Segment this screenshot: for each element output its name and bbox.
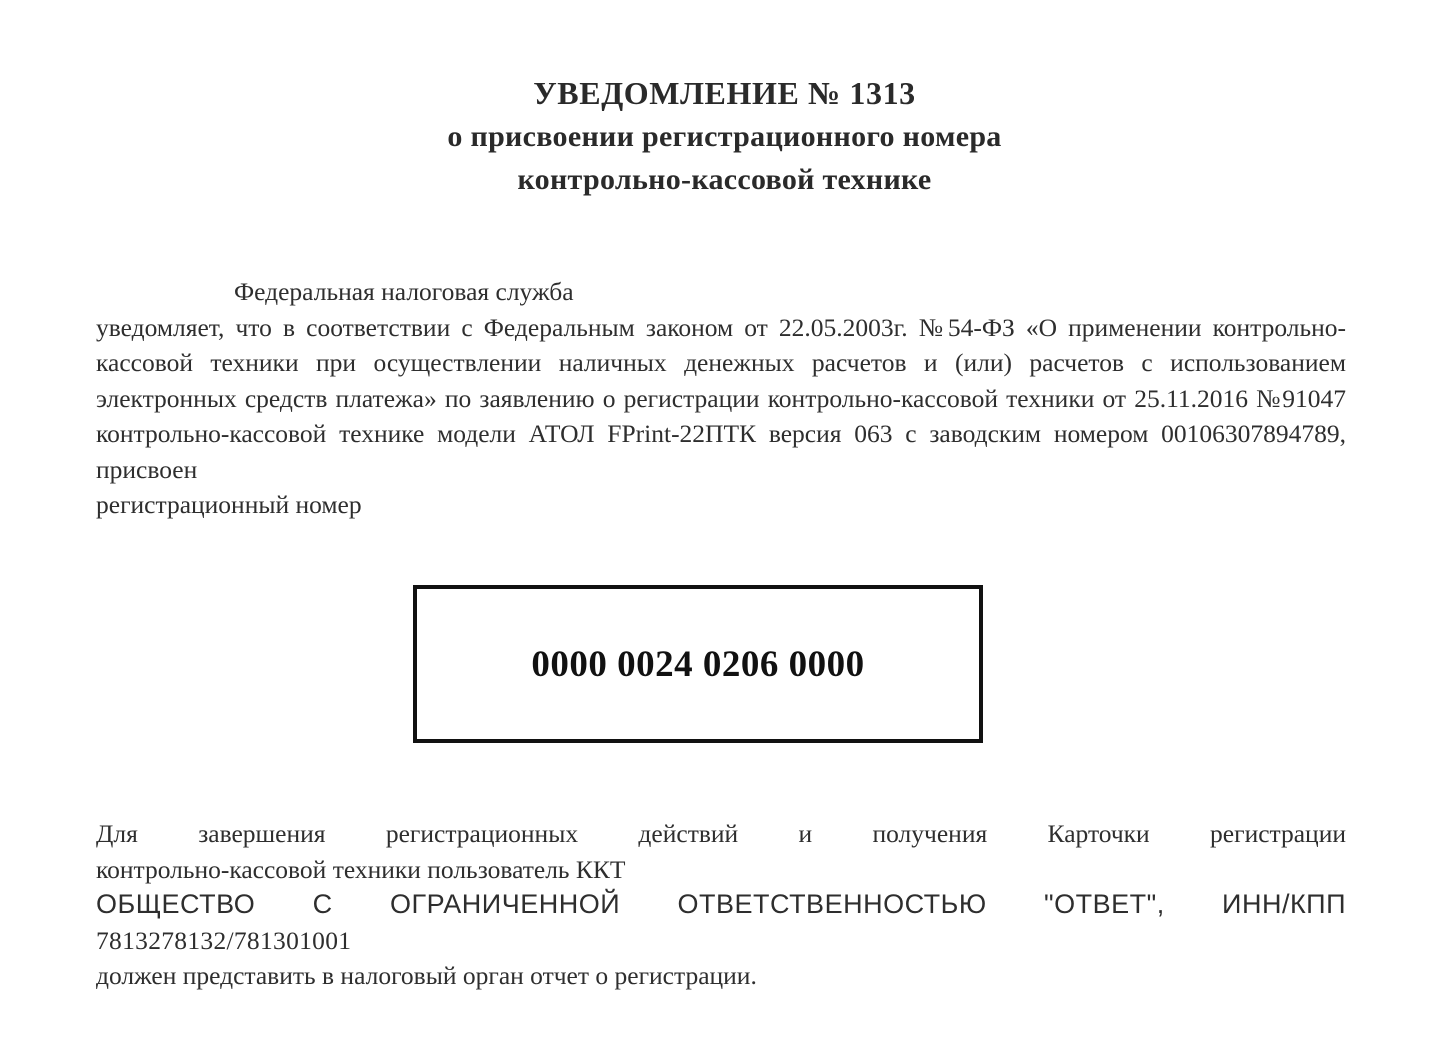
footer-line-2: контрольно-кассовой техники пользователь ККТ bbox=[96, 854, 626, 884]
document-subtitle-line-2: контрольно-кассовой технике bbox=[517, 163, 932, 196]
notice-body-last-line: регистрационный номер bbox=[96, 490, 362, 519]
registration-number-box bbox=[413, 585, 983, 743]
title-block bbox=[0, 72, 1449, 201]
footer-closing-line: должен представить в налоговый орган отчет о регистрации. bbox=[96, 961, 757, 990]
notice-body-text: уведомляет, что в соответствии с Федеральным законом от 22.05.2003г. №54-ФЗ «О применении контрольно-кассовой техники при осуществлении наличных денежных расчетов и (или) расчетов с использованием электронных средств платежа» по заявлению о регистрации контрольно-кассовой техники от 25.11.2016 №91047 контрольно-кассовой технике модели АТОЛ FPrint-22ПТК версия 063 с заводским номером 00106307894789, присвоен bbox=[96, 312, 1346, 484]
notice-paragraph bbox=[96, 274, 1346, 523]
company-name-line: ОБЩЕСТВО С ОГРАНИЧЕННОЙ ОТВЕТСТВЕННОСТЬЮ "ОТВЕТ", ИНН/КПП bbox=[96, 889, 1346, 919]
footer-line-1: Для завершения регистрационных действий и получения Карточки регистрации bbox=[96, 819, 1346, 848]
inn-kpp-value: 7813278132/781301001 bbox=[96, 925, 352, 955]
registration-number: 0000 0024 0206 0000 bbox=[531, 643, 865, 685]
document-subtitle-line-1: о присвоении регистрационного номера bbox=[447, 120, 1002, 153]
footer-paragraph bbox=[96, 816, 1346, 994]
authority-name: Федеральная налоговая служба bbox=[234, 277, 574, 306]
document-title: УВЕДОМЛЕНИЕ № 1313 bbox=[533, 75, 916, 111]
